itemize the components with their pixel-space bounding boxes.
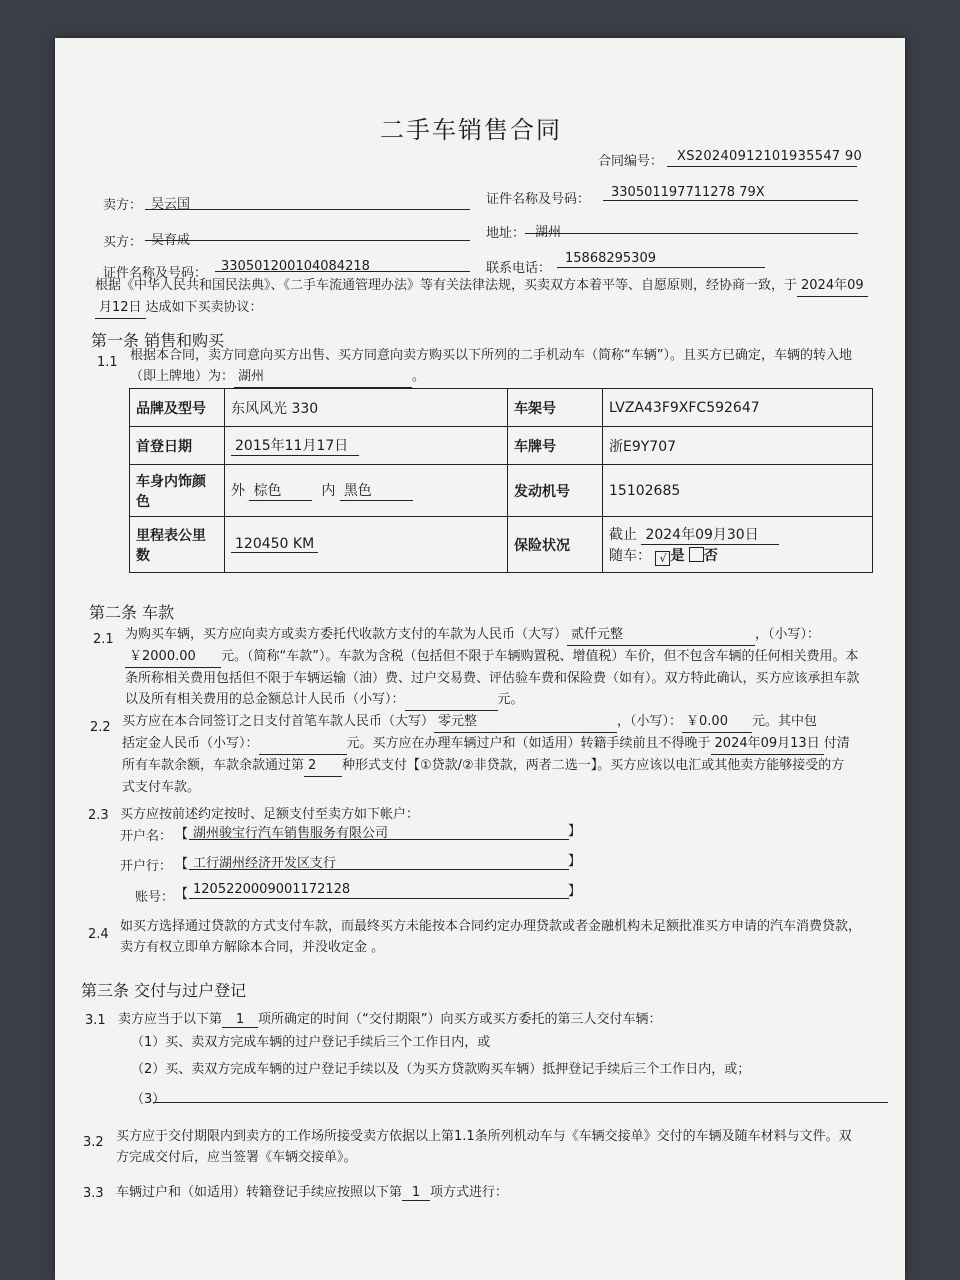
clause-number: 3.3 [83,1186,104,1201]
buyer-addr-label: 地址： [486,226,526,241]
insurance-until: 2024年09月30日 [641,524,779,545]
reg-date-cell [225,427,508,465]
clause-1-1: 根据本合同，卖方同意向买方出售、买方同意向卖方购买以下所列的二手机动车（简称“车辆”）。且买方已确定，车辆的转入地 （即上牌地）为： 湖州 。 [130,345,890,388]
vehicle-table [129,388,873,573]
clause-3-1-option-1: （1）买、卖双方完成车辆的过户登记手续后三个工作日内，或 [131,1035,491,1050]
engine-value: 15102685 [603,465,873,517]
mileage-label: 里程表公里数 [130,517,225,573]
checkbox-yes[interactable]: √ [655,551,670,566]
article-2-heading: 第二条 车款 [89,603,175,622]
color-label: 车身内饰颜色 [130,465,225,517]
account-name-label: 开户名： [120,829,173,844]
clause-2-1: 为购买车辆，买方应向卖方或卖方委托代收款方支付的车款为人民币（大写） 贰仟元整 ，（小写）： ￥2000.00 元。（简称“车款”）。车款为含税（包括但不限于车辆购置税、增值税）车价，但不包含车辆的任何相关费用。本 条所称相关费用包括但不限于车辆运输（油）费、过户交易费、评估验车费和保险费（如有）。双方特此确认，买方应该承担车款 以及所有相关费用的总金额总计人民币（小写）： 元。 [125,624,875,711]
checkbox-no[interactable] [689,547,704,562]
interior-color: 黑色 [340,480,413,501]
color-cell: 外 棕色 内 黑色 [225,465,508,517]
buyer-label: 买方： [103,235,143,250]
clause-3-1-option-3: （3） [131,1092,166,1107]
clause-3-1-option-2: （2）买、卖双方完成车辆的过户登记手续以及（为买方贷款购买车辆）抵押登记手续后三个工作日内，或； [131,1062,751,1077]
buyer-id-label: 证件名称及号码： [103,266,208,281]
clause-number: 2.3 [88,808,109,823]
buyer-id-value: 330501200104084218 [221,259,370,274]
buyer-addr-value: 湖州 [535,225,562,240]
seller-id-label: 证件名称及号码： [486,192,591,207]
clause-3-3: 车辆过户和（如适用）转籍登记手续应按照以下第 1 项方式进行： [116,1185,509,1200]
exterior-color: 棕色 [249,480,312,501]
seller-id-value: 330501197711278 79X [611,185,765,200]
buyer-value: 吴育成 [151,233,191,248]
page-title: 二手车销售合同 [380,116,562,144]
brand-label: 品牌及型号 [130,389,225,427]
contract-no-label: 合同编号： [598,154,664,169]
preamble: 根据《中华人民共和国民法典》、《二手车流通管理办法》等有关法律法规，买卖双方本着平等、自愿原则，经协商一致，于 2024年09 月12日 达成如下买卖协议： [95,275,875,319]
account-name-value: 湖州骏宝行汽车销售服务有限公司 [193,826,389,841]
plate-label: 车牌号 [508,427,603,465]
clause-number: 1.1 [97,355,118,370]
clause-3-2: 买方应于交付期限内到卖方的工作场所接受卖方依据以上第1.1条所列机动车与《车辆交接单》交付的车辆及随车材料与文件。双 方完成交付后，应当签署《车辆交接单》。 [116,1129,852,1165]
buyer-phone-value: 15868295309 [565,251,656,266]
bank-value: 工行湖州经济开发区支行 [193,856,337,871]
insurance-cell: 截止 2024年09月30日 随车： √ 是 否 [603,517,873,573]
account-number-value: 1205220009001172128 [193,882,351,897]
contract-page: 二手车销售合同 合同编号： XS20240912101935547 90 卖方： 吴云国 证件名称及号码： 330501197711278 79X 买方： 吴育成 地址： 湖州 证件名称及号码： 330501200104084218 联系电话： 15868295309 根据《中华人民共和国民法典》、《二手车流通管理办法》等有关法律法规，买卖双方本着平等、自愿原则，经协商一致，于 2024年09 月12日 达成如下买卖协议： 第一条 销售和购买 1.1 根据本合同，卖方同意向买方出售、买方同意向卖方购买以下所列的二手机动车（简称“车辆”）。且买方已确定，车辆的转入地 （即上牌地）为： 湖州 。 品牌及型号 东风风光 330 车架号 LVZA43F9XFC592647 首登日期 2015年11月17日 车牌号 浙E9Y707 车身内饰颜色 外 棕色 内 黑色 发动机号 15102685 里程表公里数 120450 KM 保险状况 截止 2024年09月30日 随车： √ 是 否 第二条 车款 2.1 为购买车辆，买方应向卖方或卖方委托代收款方支付的车款为人民币（大写） 贰仟元整 ，（小写）： ￥2000.00 元。（简称“车款”）。车款为含税（包括但不限于车辆购置税、增值税）车价，但不包含车辆的任何相关费用。本 条所称相关费用包括但不限于车辆运输（油）费、过户交易费、评估验车费和保险费（如有）。双方特此确认，买方应该承担车款 以及所有相关费用的总金额总计人民币（小写）： 元。 2.2 买方应在本合同签订之日支付首笔车款人民币（大写） 零元整 ，（小写）： ￥0.00 元。其中包 括定金人民币（小写）： 元。买方应在办理车辆过户和（如适用）转籍手续前且不得晚于 2024年09月13日 付清 所有车款余额，车款余款通过第 2 种形式支付【①贷款/②非贷款，两者二选一】。买方应该以电汇或其他卖方能够接受的方 式支付车款。 2.3 买方应按前述约定按时、足额支付至卖方如下帐户： 开户名： 【 湖州骏宝行汽车销售服务有限公司 】 开户行： 【 工行湖州经济开发区支行 】 账号： 【 1205220009001172128 】 2.4 如买方选择通过贷款的方式支付车款，而最终买方未能按本合同约定办理贷款或者金融机构未足额批准买方申请的汽车消费贷款， 卖方有权立即单方解除本合同，并没收定金 。 第三条 交付与过户登记 3.1 卖方应当于以下第 1 项所确定的时间（“交付期限”）向买方或买方委托的第三人交付车辆： （1）买、卖双方完成车辆的过户登记手续后三个工作日内，或 （2）买、卖双方完成车辆的过户登记手续以及（为买方贷款购买车辆）抵押登记手续后三个工作日内，或； （3） 3.2 买方应于交付期限内到卖方的工作场所接受卖方依据以上第1.1条所列机动车与《车辆交接单》交付的车辆及随车材料与文件。双 方完成交付后，应当签署《车辆交接单》。 3.3 车辆过户和（如适用）转籍登记手续应按照以下第 1 项方式进行： [55,38,905,1280]
clause-number: 3.2 [83,1135,104,1150]
clause-number: 2.2 [90,720,111,735]
engine-label: 发动机号 [508,465,603,517]
account-number-label: 账号： [135,890,175,905]
clause-2-4: 如买方选择通过贷款的方式支付车款，而最终买方未能按本合同约定办理贷款或者金融机构未足额批准买方申请的汽车消费贷款， 卖方有权立即单方解除本合同，并没收定金 。 [120,919,862,955]
article-1-heading: 第一条 销售和购买 [91,331,225,350]
insurance-label: 保险状况 [508,517,603,573]
bank-label: 开户行： [120,859,173,874]
article-3-heading: 第三条 交付与过户登记 [81,981,247,1000]
reg-date-value: 2015年11月17日 [231,435,359,456]
seller-value: 吴云国 [151,197,191,212]
clause-2-3: 买方应按前述约定按时、足额支付至卖方如下帐户： [120,807,420,822]
clause-3-1: 卖方应当于以下第 1 项所确定的时间（“交付期限”）向买方或买方委托的第三人交付车辆： [118,1012,662,1027]
mileage-value: 120450 KM [231,536,318,553]
plate-value: 浙E9Y707 [603,427,873,465]
reg-date-label: 首登日期 [130,427,225,465]
buyer-phone-label: 联系电话： [486,261,552,276]
contract-no-value: XS20240912101935547 90 [677,149,863,164]
clause-number: 2.1 [93,632,114,647]
clause-2-2: 买方应在本合同签订之日支付首笔车款人民币（大写） 零元整 ，（小写）： ￥0.00 元。其中包 括定金人民币（小写）： 元。买方应在办理车辆过户和（如适用）转籍手续前且不得晚于 2024年09月13日 付清 所有车款余额，车款余款通过第 2 种形式支付【①贷款/②非贷款，两者二选一】。买方应该以电汇或其他卖方能够接受的方 式支付车款。 [122,711,882,798]
brand-value: 东风风光 330 [225,389,508,427]
mileage-cell [225,517,508,573]
seller-label: 卖方： [103,198,143,213]
clause-number: 2.4 [88,927,109,942]
vin-label: 车架号 [508,389,603,427]
vin-value: LVZA43F9XFC592647 [603,389,873,427]
clause-number: 3.1 [85,1013,106,1028]
